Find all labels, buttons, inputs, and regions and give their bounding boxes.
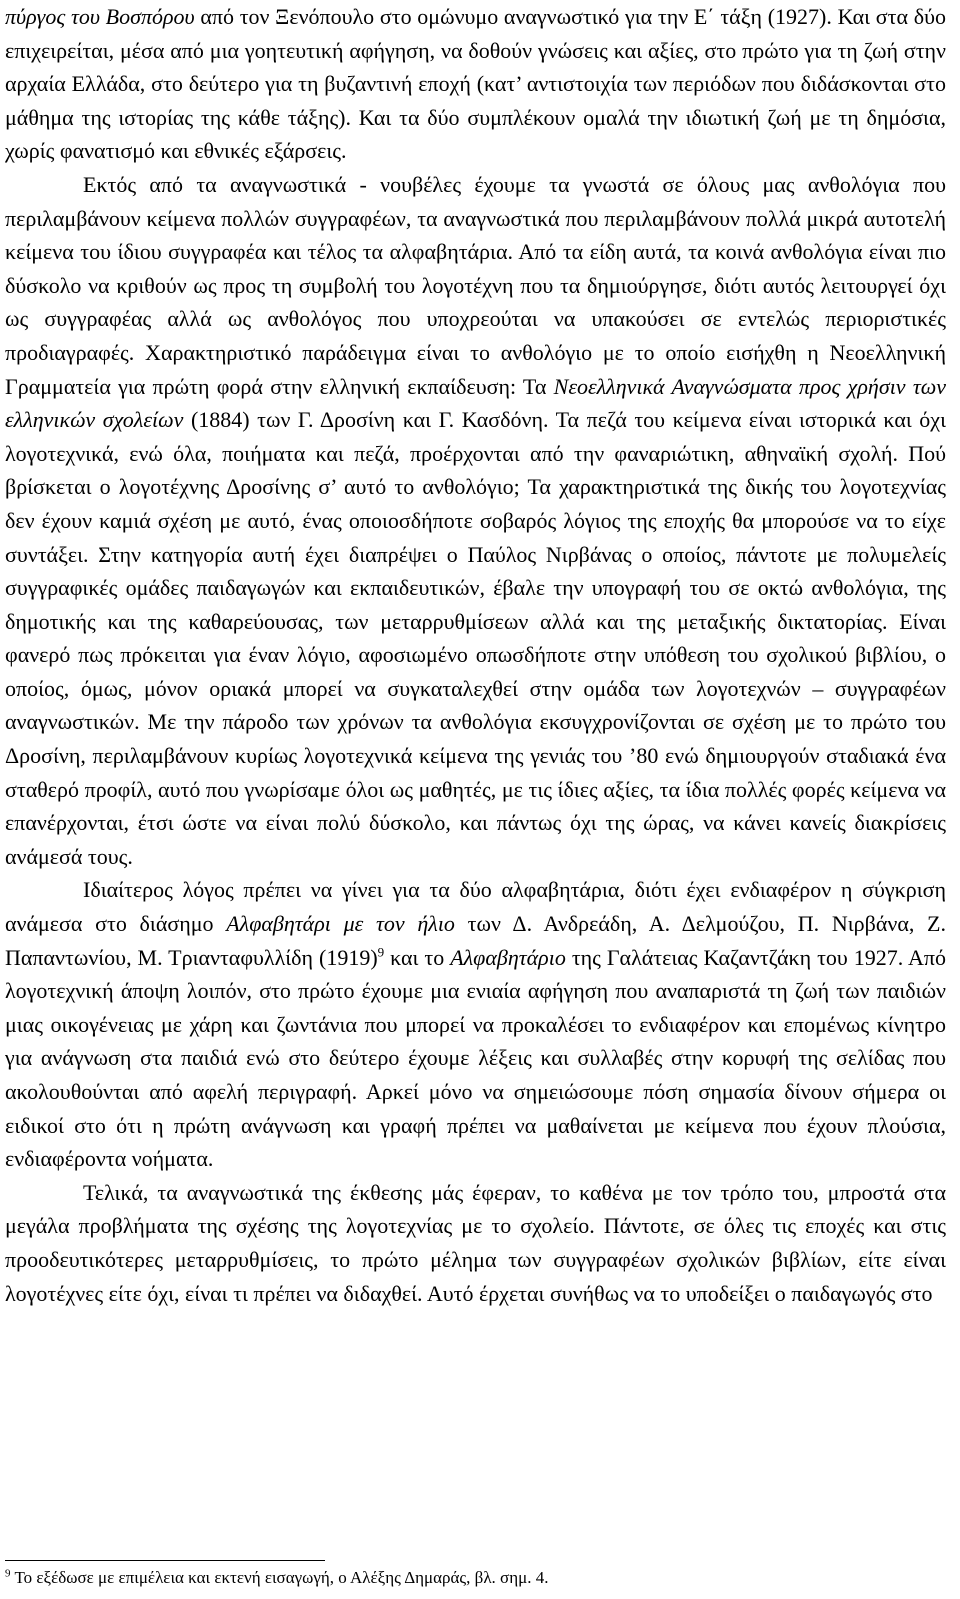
paragraph-text: των Δ. Ανδρεάδη, Α. Δελμούζου, Π. Νιρβάνα, Ζ. Παπαντωνίου, Μ. Τριανταφυλλίδη (1919)	[5, 911, 946, 970]
paragraph-text: και το	[384, 944, 451, 970]
footnote-number: 9	[5, 1567, 11, 1580]
paragraph-1	[5, 0, 946, 168]
footnote-separator	[5, 1560, 325, 1561]
italic-book-title: Αλφαβητάριο	[450, 944, 566, 970]
footnote-reference[interactable]: 9	[377, 944, 385, 960]
paragraph-text: Τελικά, τα αναγνωστικά της έκθεσης μάς έφεραν, το καθένα με τον τρόπο του, μπροστά στα μεγάλα προβλήματα της σχέσης της λογοτεχνίας με το σχολείο. Πάντοτε, σε όλες τις εποχές και στις προοδευτικότερες μεταρρυθμίσεις, το πρώτο μέλημα των συγγραφέων σχολικών βιβλίων, είτε είναι λογοτέχνες είτε όχι, είναι τι πρέπει να διδαχθεί. Αυτό έρχεται συνήθως να το υποδείξει ο παιδαγωγός στο	[5, 1179, 946, 1306]
italic-book-title: πύργος του Βοσπόρου	[5, 4, 195, 29]
paragraph-text: Εκτός από τα αναγνωστικά - νουβέλες έχουμε τα γνωστά σε όλους μας ανθολόγια που περιλαμβάνουν κείμενα πολλών συγγραφέων, τα αναγνωστικά που περιλαμβάνουν πολλά μικρά αυτοτελή κείμενα του ίδιου συγγραφέα και τέλος τα αλφαβητάρια. Από τα είδη αυτά, τα κοινά ανθολόγια είναι πιο δύσκολο να κριθούν ως προς τη συμβολή του λογοτέχνη που τα δημιούργησε, διότι αυτός λειτουργεί όχι ως συγγραφέας αλλά ως ανθολόγος που υποχρεούται να υπακούσει σε εντελώς περιοριστικές προδιαγραφές. Χαρακτηριστικό παράδειγμα είναι το ανθολόγιο με το οποίο εισήχθη η Νεοελληνική Γραμματεία για πρώτη φορά στην ελληνική εκπαίδευση: Τα	[5, 171, 946, 399]
paragraph-text: από τον Ξενόπουλο στο ομώνυμο αναγνωστικό για την Ε΄ τάξη (1927). Και στα δύο επιχειρείται, μέσα από μια γοητευτική αφήγηση, να δοθούν γνώσεις και αξίες, στο πρώτο για τη ζωή στην αρχαία Ελλάδα, στο δεύτερο για τη βυζαντινή εποχή (κατ’ αντιστοιχία των περιόδων που διδάσκονται στο μάθημα της ιστορίας της κάθε τάξης). Και τα δύο συμπλέκουν ομαλά την ιδιωτική ζωή με τη δημόσια, χωρίς φανατισμό και εθνικές εξάρσεις.	[5, 4, 947, 164]
footnote-text: Το εξέδωσε με επιμέλεια και εκτενή εισαγωγή, ο Αλέξης Δημαράς, βλ. σημ. 4.	[10, 1568, 549, 1587]
italic-book-title: Αλφαβητάρι με τον ήλιο	[226, 911, 455, 937]
paragraph-text: της Γαλάτειας Καζαντζάκη του 1927. Από λογοτεχνική άποψη λοιπόν, στο πρώτο έχουμε μια ενιαία αφήγηση που αναπαριστά τη ζωή των παιδιών μιας οικογένειας με χάρη και ζωντάνια που μπορεί να προκαλέσει το ενδιαφέρον και επομένως κίνητρο για ανάγνωση στα παιδιά ενώ στο δεύτερο έχουμε λέξεις και συλλαβές στην κορυφή της σελίδας που ακολουθούνται από αφελή περιγραφή. Αρκεί μόνο να σημειώσουμε πόση σημασία δίνουν σήμερα οι ειδικοί στο ότι η πρώτη ανάγνωση και γραφή πρέπει να μαθαίνεται με κείμενα που έχουν πλούσια, ενδιαφέροντα νοήματα.	[5, 944, 946, 1172]
paragraph-text: (1884) των Γ. Δροσίνη και Γ. Κασδόνη. Τα πεζά του κείμενα είναι ιστορικά και όχι λογοτεχνικά, ενώ όλα, ποιήματα και πεζά, προέρχονται από την φαναριώτικη, αθηναϊκή σχολή. Πού βρίσκεται ο λογοτέχνης Δροσίνης σ’ αυτό το ανθολόγιο; Τα χαρακτηριστικά της δικής του λογοτεχνίας δεν έχουν καμιά σχέση με αυτό, ένας οποιοσδήποτε σοβαρός λόγιος της εποχής θα μπορούσε να το είχε συντάξει. Στην κατηγορία αυτή έχει διαπρέψει ο Παύλος Νιρβάνας ο οποίος, πάντοτε με πολυμελείς συγγραφικές ομάδες παιδαγωγών και εκπαιδευτικών, έβαλε την υπογραφή του σε οκτώ ανθολόγια, της δημοτικής και της καθαρεύουσας, των μεταρρυθμίσεων αλλά και της μεταξικής δικτατορίας. Είναι φανερό πως πρόκειται για έναν λόγιο, αφοσιωμένο οπωσδήποτε στην υπόθεση του σχολικού βιβλίου, ο οποίος, όμως, μόνον οριακά μπορεί να συγκαταλεχθεί στην ομάδα των λογοτεχνών – συγγραφέων αναγνωστικών. Με την πάροδο των χρόνων τα ανθολόγια εκσυγχρονίζονται σε σχέση με το πρώτο του Δροσίνη, περιλαμβάνουν κυρίως λογοτεχνικά κείμενα της γενιάς του ’80 ενώ δημιουργούν σταδιακά ένα σταθερό προφίλ, αυτό που γνωρίσαμε όλοι ως μαθητές, με τις ίδιες αξίες, τα ίδια πολλές φορές κείμενα να επανέρχονται, έτσι ώστε να είναι πολύ δύσκολο, και πάντως όχι της ώρας, να κάνει κανείς διακρίσεις ανάμεσά τους.	[5, 407, 946, 869]
paragraph-text: Ιδιαίτερος λόγος πρέπει να γίνει για τα δύο αλφαβητάρια, διότι έχει ενδιαφέρον η σύγκριση ανάμεσα στο διάσημο	[5, 877, 946, 937]
document-body	[5, 0, 946, 1310]
paragraph-3	[5, 873, 946, 1175]
paragraph-4	[5, 1176, 946, 1310]
italic-book-title: Νεοελληνικά Αναγνώσματα προς χρήσιν των ελληνικών σχολείων	[5, 373, 946, 433]
paragraph-2	[5, 168, 946, 873]
footnote	[5, 1567, 946, 1589]
